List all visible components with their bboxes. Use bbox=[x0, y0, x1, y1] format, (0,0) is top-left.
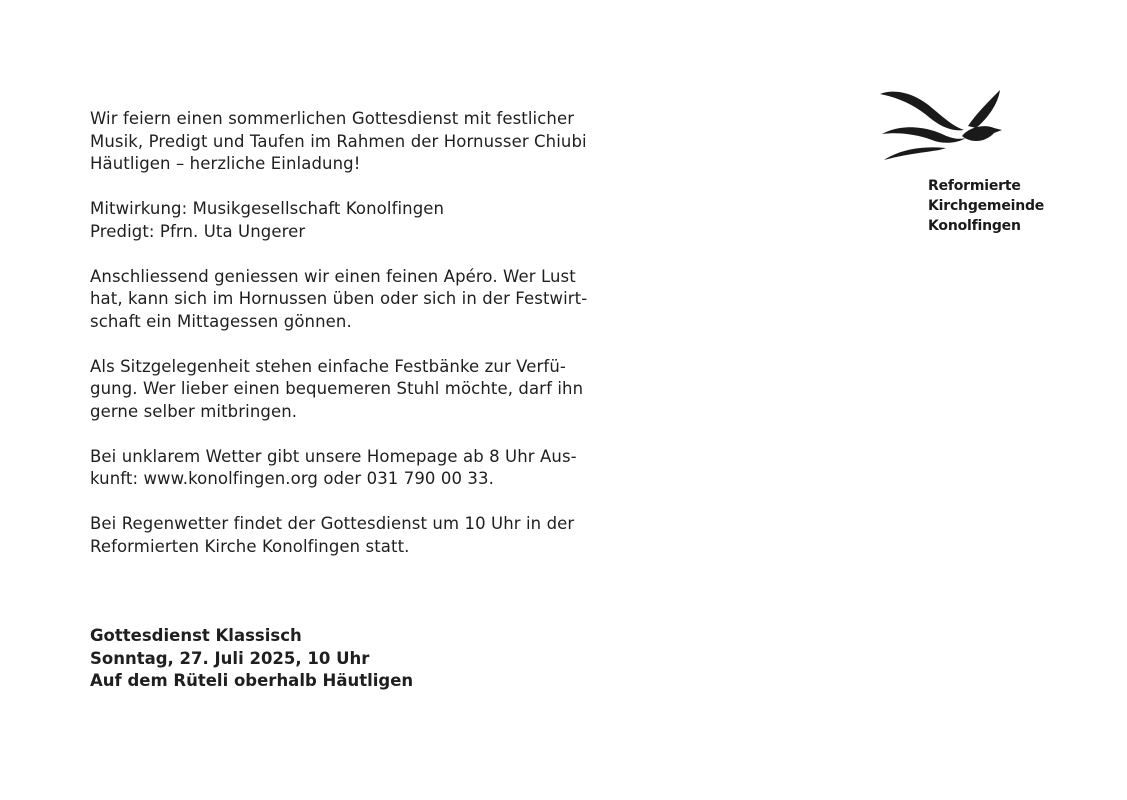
text-line: Musik, Predigt und Taufen im Rahmen der Hornusser Chiubi bbox=[90, 131, 587, 151]
event-details bbox=[90, 625, 413, 693]
logo-wordmark bbox=[928, 176, 1044, 236]
text-line: Bei unklarem Wetter gibt unsere Homepage ab 8 Uhr Aus- bbox=[90, 446, 577, 466]
text-line: Wir feiern einen sommerlichen Gottesdienst mit festlicher bbox=[90, 109, 575, 128]
logo-line: Konolfingen bbox=[928, 218, 1021, 234]
paragraph-participants bbox=[90, 198, 590, 243]
text-line: gung. Wer lieber einen bequemeren Stuhl möchte, darf ihn bbox=[90, 379, 584, 398]
text-line: Häutligen – herzliche Einladung! bbox=[90, 154, 361, 173]
event-title: Gottesdienst Klassisch bbox=[90, 626, 302, 645]
text-line: Mitwirkung: Musikgesellschaft Konolfingen bbox=[90, 199, 445, 218]
paragraph-intro bbox=[90, 108, 590, 176]
paragraph-seating bbox=[90, 356, 590, 424]
text-line: Anschliessend geniessen wir einen feinen Apéro. Wer Lust bbox=[90, 266, 576, 286]
paragraph-rain-plan bbox=[90, 513, 590, 558]
text-line: Bei Regenwetter findet der Gottesdienst um 10 Uhr in der bbox=[90, 514, 575, 533]
text-line: hat, kann sich im Hornussen üben oder sich in der Festwirt- bbox=[90, 289, 588, 308]
dove-icon bbox=[876, 86, 1006, 171]
text-line: Reformierten Kirche Konolfingen statt. bbox=[90, 536, 410, 556]
event-date: Sonntag, 27. Juli 2025, 10 Uhr bbox=[90, 648, 370, 668]
invitation-text bbox=[90, 108, 590, 581]
text-line: Als Sitzgelegenheit stehen einfache Festbänke zur Verfü- bbox=[90, 356, 566, 376]
text-line: gerne selber mitbringen. bbox=[90, 401, 298, 421]
event-location: Auf dem Rüteli oberhalb Häutligen bbox=[90, 671, 414, 690]
paragraph-apero bbox=[90, 266, 590, 334]
logo-line: Reformierte bbox=[928, 178, 1021, 194]
paragraph-weather-info bbox=[90, 446, 590, 491]
text-line: schaft ein Mittagessen gönnen. bbox=[90, 311, 352, 331]
text-line: kunft: www.konolfingen.org oder 031 790 00 33. bbox=[90, 469, 494, 488]
church-logo bbox=[876, 86, 1046, 246]
logo-line: Kirchgemeinde bbox=[928, 198, 1045, 214]
text-line: Predigt: Pfrn. Uta Ungerer bbox=[90, 221, 306, 241]
